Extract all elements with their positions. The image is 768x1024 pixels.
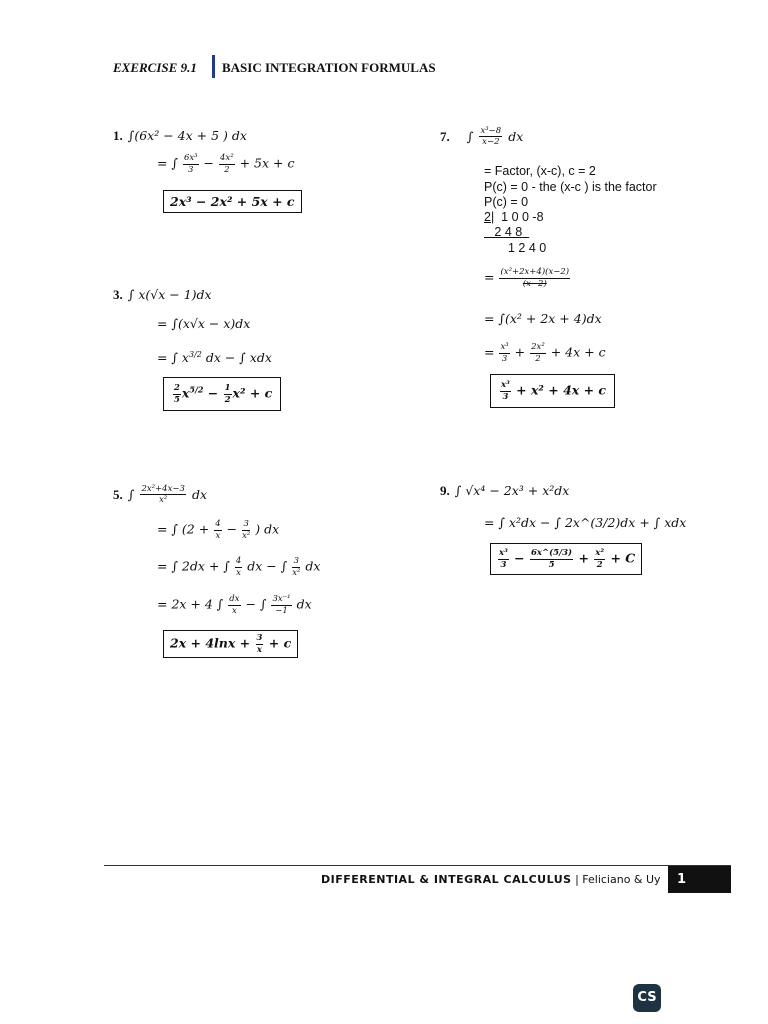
problem-9-question: ∫ √x⁴ − 2x³ + x²dx <box>454 483 570 498</box>
problem-7-pc-line: P(c) = 0 <box>484 195 529 209</box>
problem-9-step-1: = ∫ x²dx − ∫ 2x^(3/2)dx + ∫ xdx <box>484 515 687 530</box>
header-divider <box>212 55 215 78</box>
problem-1-answer: 2x³ − 2x² + 5x + c <box>163 190 302 213</box>
camscanner-logo: CS <box>633 984 661 1012</box>
problem-7-step-1: = $\frac{\text{(x²+2x+4)(x−2)}}{(x-2)}$ <box>484 267 570 289</box>
problem-9 <box>440 480 569 499</box>
problem-7-synthetic-row-2: 2 4 8 <box>494 225 523 239</box>
problem-7-step-3: = $\frac{\text{x³}}{3}$ + $\frac{\text{2x²}}{2}$ + 4x + c <box>484 342 606 364</box>
footer-rule <box>104 865 731 866</box>
problem-7-answer: $\frac{\text{x³}}{3}$ + x² + 4x + c <box>490 374 615 408</box>
footer-course: DIFFERENTIAL & INTEGRAL CALCULUS <box>321 873 572 886</box>
footer-authors: Feliciano & Uy <box>582 873 661 886</box>
problem-1-step-1: = ∫ $\frac{\text{6x³}}{3}$ − $\frac{\text{4x²}}{2}$ + 5x + c <box>157 153 295 175</box>
problem-1-number: 1. <box>113 128 123 143</box>
problem-5-number: 5. <box>113 487 123 502</box>
problem-5-step-2: = ∫ 2dx + ∫ $\frac{4}{x}$ dx − ∫ $\frac{3}{\text{x²}}$ dx <box>157 556 321 578</box>
problem-1 <box>113 125 247 144</box>
problem-3-step-2: = ∫ $x^{3/2}$ dx − ∫ xdx <box>157 350 272 366</box>
problem-3 <box>113 284 212 303</box>
page-number: 1 <box>668 866 731 893</box>
problem-7-factor-note: P(c) = 0 - the (x-c ) is the factor <box>484 180 657 194</box>
problem-5-step-3: = 2x + 4 ∫ $\frac{dx}{x}$ − ∫ $\frac{\text{3x⁻¹}}{-1}$ dx <box>157 594 312 616</box>
problem-3-step-1: = ∫(x√x − x)dx <box>157 316 251 331</box>
fraction: $\frac{\text{6x³}}{3}$ <box>183 153 198 175</box>
fraction: $\frac{\text{4x²}}{2}$ <box>220 153 234 175</box>
problem-7-factor-line: = Factor, (x-c), c = 2 <box>484 164 596 178</box>
problem-5: 5. ∫ $\frac{\text{2x²+4x−3}}{\text{x²}}$ dx <box>113 483 208 505</box>
problem-9-answer: $\frac{\text{x³}}{3}$ − $\frac{6x\^{}(5/3)}{5}$ + $\frac{\text{x²}}{2}$ + C <box>490 543 642 575</box>
problem-1-question: ∫(6x² − 4x + 5 ) dx <box>127 128 247 143</box>
problem-5-answer: 2x + 4lnx + $\frac{3}{x}$ + c <box>163 630 298 658</box>
problem-3-number: 3. <box>113 287 123 302</box>
problem-7-number: 7. <box>440 129 450 144</box>
problem-7-step-2: = ∫(x² + 2x + 4)dx <box>484 311 602 326</box>
problem-3-answer: $\frac{2}{5}$ $x^{5/2}$ − $\frac{1}{2}$ x² + c <box>163 377 281 411</box>
problem-3-question: ∫ x(√x − 1)dx <box>127 287 212 302</box>
exercise-label: EXERCISE 9.1 <box>113 60 197 75</box>
problem-9-number: 9. <box>440 483 450 498</box>
problem-7: 7. ∫ $\frac{\text{x³−8}}{x-2}$ dx <box>440 125 524 147</box>
problem-5-step-1: = ∫ (2 + $\frac{4}{x}$ − $\frac{3}{\text{x²}}$ ) dx <box>157 519 280 541</box>
problem-7-synthetic-row-1: 2| 1 0 0 -8 <box>484 210 544 224</box>
page-title: BASIC INTEGRATION FORMULAS <box>222 60 436 75</box>
problem-7-synthetic-row-3: 1 2 4 0 <box>508 241 547 255</box>
footer-text: DIFFERENTIAL & INTEGRAL CALCULUS | Feliciano & Uy <box>321 873 661 886</box>
